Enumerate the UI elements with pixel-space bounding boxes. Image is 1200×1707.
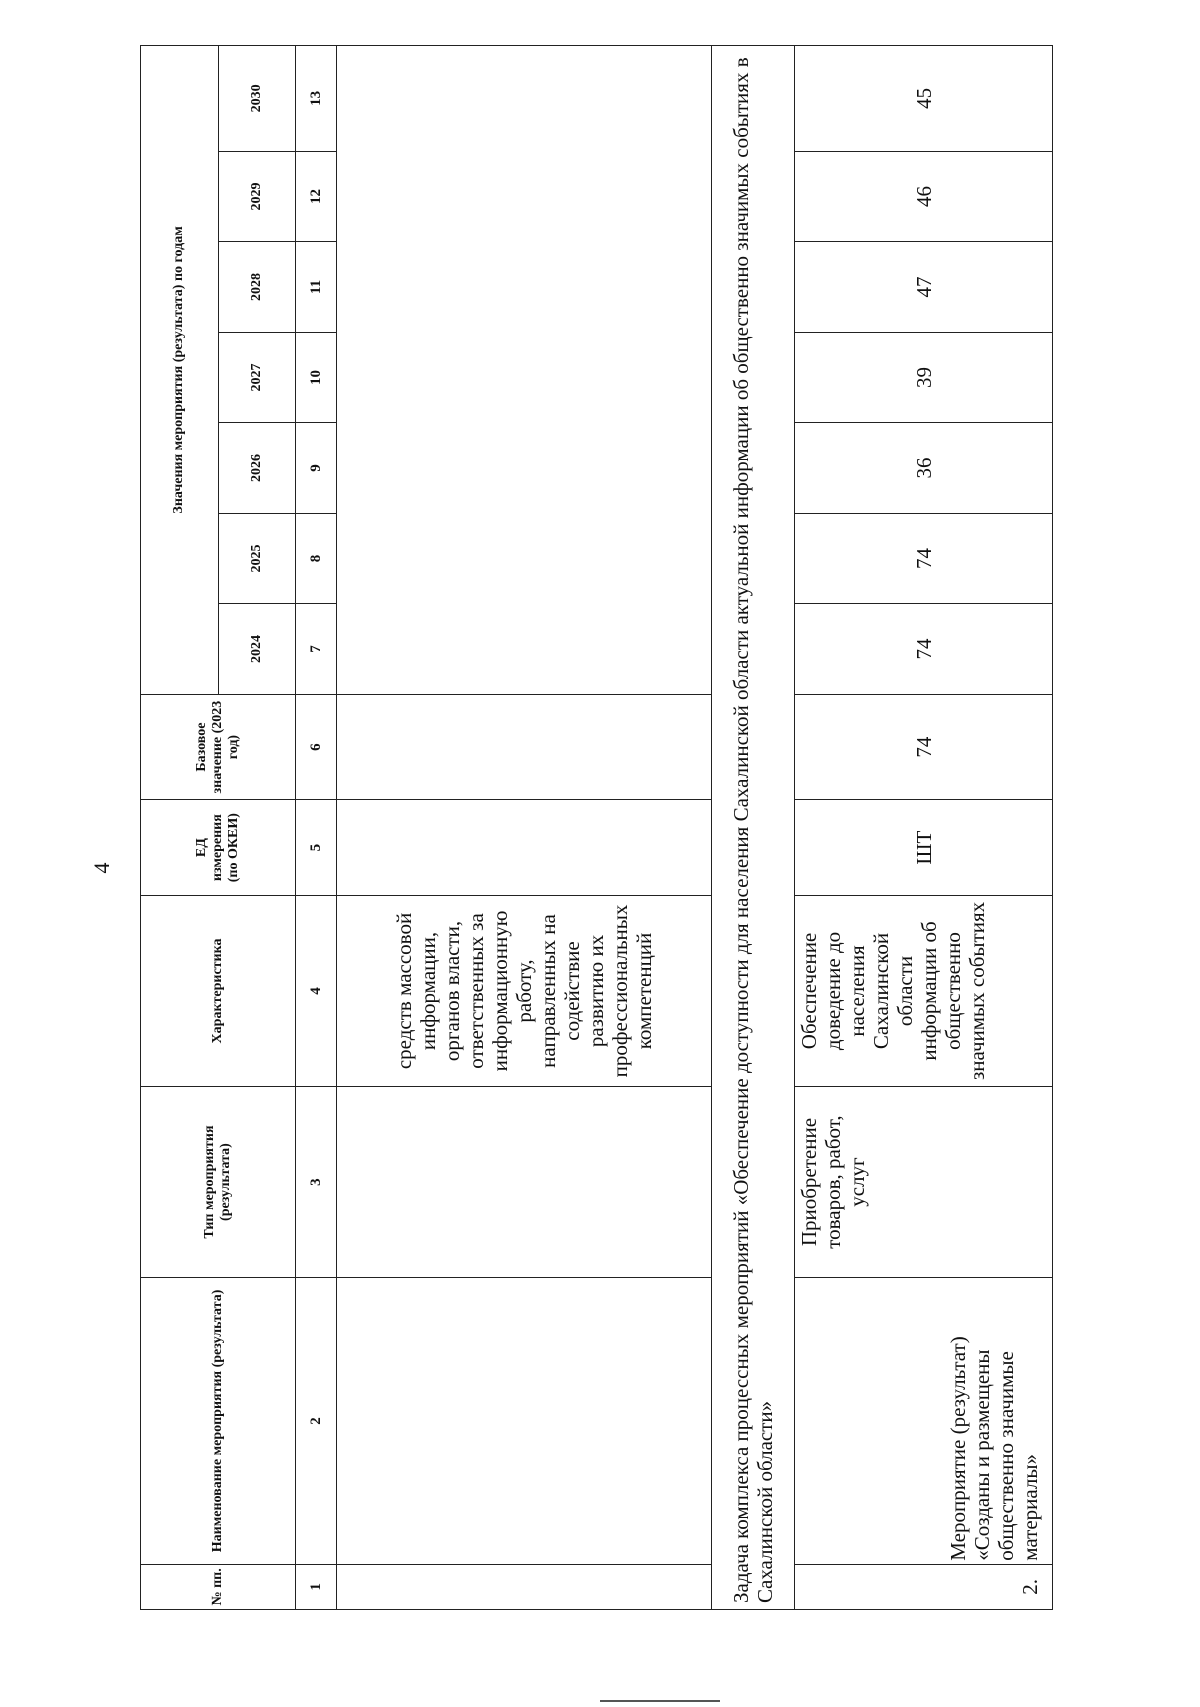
activities-table xyxy=(140,45,1053,1610)
header-year: 2025 xyxy=(218,513,296,604)
column-number: 7 xyxy=(296,604,337,695)
header-year: 2026 xyxy=(218,423,296,514)
task-row xyxy=(712,46,795,1610)
column-number: 12 xyxy=(296,151,337,242)
activity-characteristic: Обеспечение доведение до населения Сахалинской области информации об общественно значимых событиях xyxy=(795,895,1053,1086)
column-number: 10 xyxy=(296,332,337,423)
header-row-1 xyxy=(141,46,219,1610)
header-year: 2027 xyxy=(218,332,296,423)
task-text: Задача комплекса процессных мероприятий «Обеспечение доступности для населения Сахалинской области актуальной информации об общественно значимых событиях в Сахалинской области» xyxy=(712,46,795,1610)
cell-empty xyxy=(337,800,712,896)
continued-row xyxy=(337,46,712,1610)
header-unit: ЕД измерения (по ОКЕИ) xyxy=(141,800,296,896)
table-row xyxy=(795,46,1053,1610)
header-name: Наименование мероприятия (результата) xyxy=(141,1278,296,1565)
year-value: 46 xyxy=(795,151,1053,242)
column-number: 1 xyxy=(296,1564,337,1609)
year-value: 39 xyxy=(795,332,1053,423)
column-number: 6 xyxy=(296,694,337,800)
header-base-value: Базовое значение (2023 год) xyxy=(141,694,296,800)
header-number: № пп. xyxy=(141,1564,296,1609)
header-type: Тип мероприятия (результата) xyxy=(141,1087,296,1278)
column-number-row xyxy=(296,46,337,1610)
row-number: 2. xyxy=(795,1564,1053,1609)
year-value: 47 xyxy=(795,242,1053,333)
column-number: 3 xyxy=(296,1087,337,1278)
activity-type: Приобретение товаров, работ, услуг xyxy=(795,1087,1053,1278)
continued-characteristic: средств массовой информации, органов власти, ответственных за информационную работу, направленных на содействие развитию их профессиональных компетенций xyxy=(337,895,712,1086)
header-year: 2024 xyxy=(218,604,296,695)
column-number: 9 xyxy=(296,423,337,514)
year-value: 45 xyxy=(795,46,1053,152)
column-number: 13 xyxy=(296,46,337,152)
column-number: 2 xyxy=(296,1278,337,1565)
column-number: 11 xyxy=(296,242,337,333)
cell-empty xyxy=(337,694,712,800)
page-number: 4 xyxy=(89,862,114,874)
year-value: 74 xyxy=(795,513,1053,604)
rotated-table-sheet xyxy=(140,45,1070,1610)
scan-edge-mark xyxy=(600,1700,720,1702)
cell-empty xyxy=(337,1087,712,1278)
activity-name: Мероприятие (результат) «Созданы и размещены общественно значимые материалы» xyxy=(795,1278,1053,1565)
cell-empty xyxy=(337,46,712,695)
header-year: 2029 xyxy=(218,151,296,242)
cell-empty xyxy=(337,1564,712,1609)
base-value: 74 xyxy=(795,694,1053,800)
header-characteristic: Характеристика xyxy=(141,895,296,1086)
cell-empty xyxy=(337,1278,712,1565)
year-value: 36 xyxy=(795,423,1053,514)
column-number: 8 xyxy=(296,513,337,604)
header-year: 2028 xyxy=(218,242,296,333)
unit-value: ШТ xyxy=(795,800,1053,896)
column-number: 5 xyxy=(296,800,337,896)
header-year: 2030 xyxy=(218,46,296,152)
year-value: 74 xyxy=(795,604,1053,695)
header-years-group: Значения мероприятия (результата) по годам xyxy=(141,46,219,695)
column-number: 4 xyxy=(296,895,337,1086)
